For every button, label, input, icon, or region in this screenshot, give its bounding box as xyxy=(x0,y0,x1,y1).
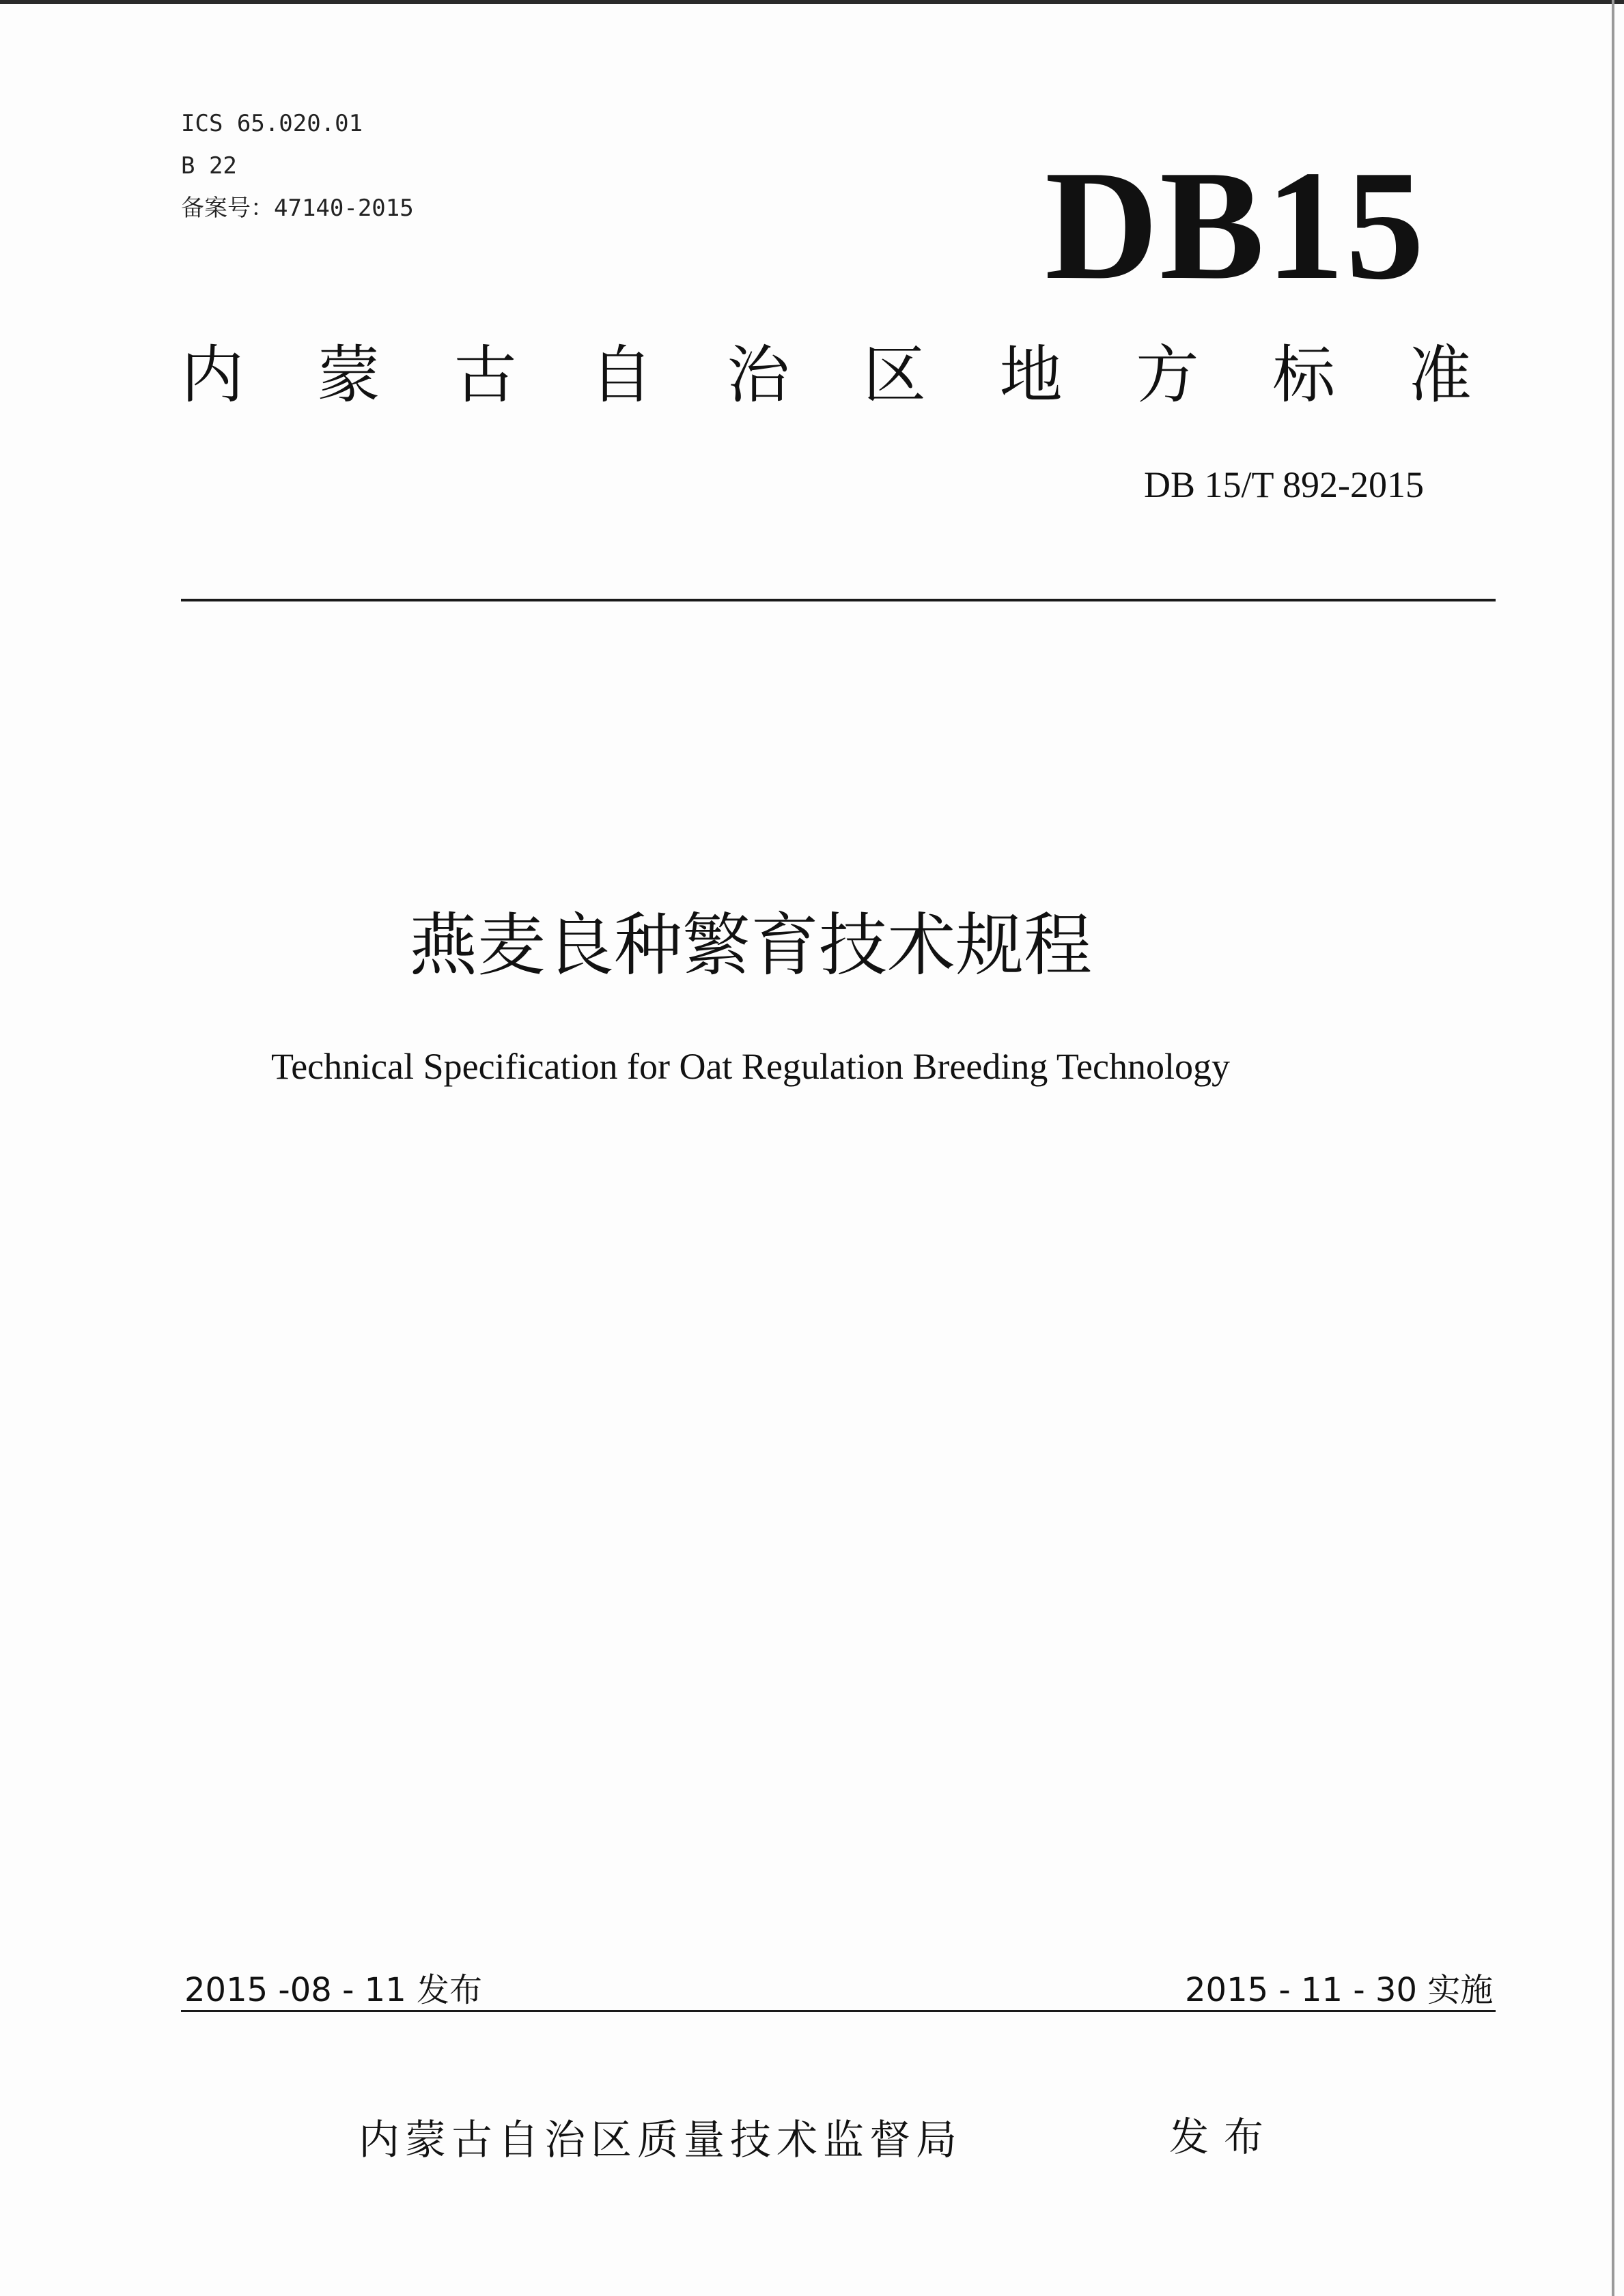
heading-char: 蒙 xyxy=(317,339,380,412)
heading-char: 治 xyxy=(727,339,790,412)
ccs-code: B 22 xyxy=(181,152,237,180)
effective-date: 2015 - 11 - 30 实施 xyxy=(1185,1971,1494,2009)
issue-date: 2015 -08 - 11 发布 xyxy=(184,1971,482,2009)
title-chinese: 燕麦良种繁育技术规程 xyxy=(409,905,1092,985)
heading-char: 准 xyxy=(1408,339,1472,412)
heading-char: 方 xyxy=(1136,339,1199,412)
classification-block xyxy=(181,102,414,229)
header-divider xyxy=(181,599,1496,601)
heading-char: 自 xyxy=(590,339,654,412)
standard-number: DB 15/T 892-2015 xyxy=(1144,464,1425,505)
heading-char: 区 xyxy=(863,339,926,412)
title-chinese-wrapper xyxy=(0,901,1624,990)
heading-char: 标 xyxy=(1272,339,1336,412)
heading-char: 地 xyxy=(999,339,1063,412)
standard-type-heading xyxy=(181,338,1472,413)
publisher-name: 内蒙古自治区质量技术监督局 xyxy=(359,2116,962,2164)
ics-code: ICS 65.020.01 xyxy=(181,110,363,137)
heading-char: 内 xyxy=(181,339,244,412)
record-number: 备案号：47140-2015 xyxy=(181,195,414,222)
footer-divider xyxy=(181,2010,1496,2012)
scan-border-right xyxy=(1612,0,1614,2296)
standard-code-logo: DB15 xyxy=(1045,138,1426,312)
publish-label: 发布 xyxy=(1169,2114,1279,2160)
title-english-wrapper xyxy=(0,1043,1624,1090)
title-english: Technical Specification for Oat Regulation Breeding Technology xyxy=(271,1046,1230,1087)
scan-border-top xyxy=(0,0,1624,4)
heading-char: 古 xyxy=(453,339,517,412)
